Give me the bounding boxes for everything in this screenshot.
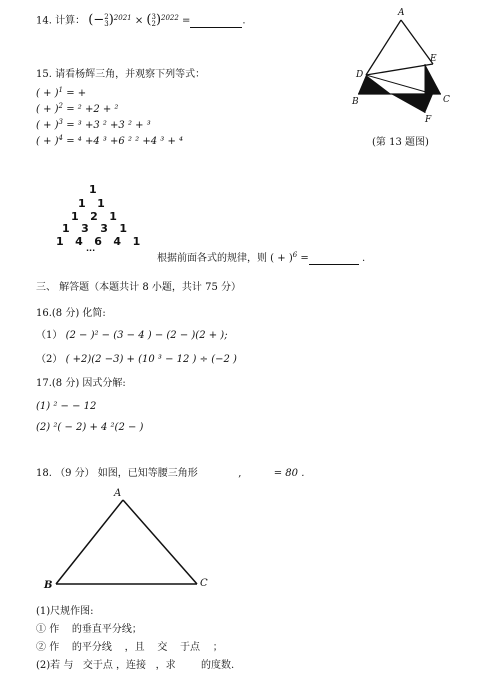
q16-label: 16.(8 分) 化简: bbox=[36, 308, 106, 319]
q18-vertex-B: B bbox=[44, 580, 53, 591]
q18-comma: , bbox=[238, 468, 242, 479]
triangle-ellipsis: ··· bbox=[86, 246, 96, 255]
fig13-caption: (第 13 题图) bbox=[372, 137, 429, 148]
q14-open-paren-2: ( bbox=[146, 12, 152, 28]
q15-eq3-rhs: = ³ +3 ² +3 ² + ³ bbox=[66, 120, 151, 131]
q17-item1-expr: ² − − 12 bbox=[53, 401, 97, 412]
q15-eq2-exp: 2 bbox=[58, 102, 64, 110]
q14-close-paren-2: ) bbox=[155, 12, 162, 28]
q15-question-exp: 6 bbox=[292, 251, 298, 259]
section-3-title: 三、 解答题（本题共计 8 小题，共计 75 分） bbox=[36, 282, 241, 293]
triangle-row: 1 2 1 bbox=[71, 210, 117, 223]
fig13-point-D: D bbox=[356, 70, 364, 80]
q18-sub-title: (1)尺规作图: bbox=[36, 606, 94, 617]
fig13-point-E: E bbox=[430, 54, 437, 64]
q18-step1-num: ① bbox=[36, 624, 46, 635]
q14-open-paren: (− bbox=[88, 12, 105, 28]
q15-question-equals: = bbox=[300, 253, 309, 264]
q15-eq1-lhs: ( + ) bbox=[36, 88, 59, 99]
triangle-row: 1 bbox=[89, 183, 97, 196]
q14-period: . bbox=[242, 15, 246, 27]
q15-eq3-exp: 3 bbox=[58, 118, 64, 126]
q18-condition: = 80 . bbox=[273, 468, 305, 479]
frac2-num: 3 bbox=[151, 13, 156, 21]
q15-eq4-exp: 4 bbox=[58, 134, 64, 142]
q17-item1-num: (1) bbox=[36, 401, 51, 412]
frac1-num: 2 bbox=[104, 13, 109, 21]
q15-eq2-rhs: = ² +2 + ² bbox=[66, 104, 119, 115]
q18-step-1 bbox=[36, 624, 142, 636]
q14-equals: = bbox=[182, 15, 191, 27]
q17-item2-num: (2) bbox=[36, 422, 51, 433]
q14-close-paren: ) bbox=[108, 12, 114, 28]
q15-label: 15. 请看杨辉三角，并观察下列等式： bbox=[36, 69, 206, 80]
q15-eq2-lhs: ( + ) bbox=[36, 104, 59, 115]
triangle-row: 1 1 bbox=[78, 197, 105, 210]
q15-eq1-rhs: = + bbox=[66, 88, 87, 99]
q18-label: 18. （9 分） 如图，已知等腰三角形 bbox=[36, 468, 198, 479]
q18-step-2 bbox=[36, 642, 223, 654]
fig13-point-F: F bbox=[425, 115, 432, 125]
q15-question-period: . bbox=[361, 253, 366, 264]
q17-label: 17.(8 分) 因式分解: bbox=[36, 378, 126, 389]
q16-item1-expr: (2 − )² − (3 − 4 ) − (2 − )(2 + ); bbox=[65, 330, 228, 341]
fig13-point-B: B bbox=[352, 97, 359, 107]
q15-question-text: 根据前面各式的规律，则 ( + ) bbox=[157, 253, 293, 264]
q16-item1-num: （1） bbox=[36, 330, 63, 341]
q15-eq3-lhs: ( + ) bbox=[36, 120, 59, 131]
q17-item2-expr: ²( − 2) + 4 ²(2 − ) bbox=[53, 422, 144, 433]
q18-step1-text: 作 的垂直平分线； bbox=[49, 624, 142, 635]
frac2-den: 2 bbox=[151, 20, 156, 28]
q18-part-2: (2)若 与 交于点 ，连接 ，求 的度数. bbox=[36, 660, 235, 671]
q18-step2-text: 作 的平分线 ，且 交 于点 ； bbox=[49, 642, 223, 653]
fig13-point-A: A bbox=[398, 8, 405, 18]
frac1-den: 3 bbox=[104, 20, 109, 28]
q18-vertex-A: A bbox=[114, 488, 122, 499]
triangle-row: 1 3 3 1 bbox=[62, 222, 128, 235]
fig13-point-C: C bbox=[443, 95, 450, 105]
q14-exponent-2: 2022 bbox=[161, 13, 179, 22]
q18-vertex-C: C bbox=[200, 578, 208, 589]
q14-times: × bbox=[134, 15, 144, 27]
q15-eq4-rhs: = ⁴ +4 ³ +6 ² ² +4 ³ + ⁴ bbox=[66, 136, 184, 147]
triangle-row: 1 4 6 4 1 bbox=[56, 235, 141, 248]
q15-eq1-exp: 1 bbox=[58, 86, 64, 94]
q14-exponent-1: 2021 bbox=[113, 13, 132, 22]
q14-label: 14. 计算： bbox=[36, 15, 86, 27]
q18-step2-num: ② bbox=[36, 642, 46, 653]
q15-eq4-lhs: ( + ) bbox=[36, 136, 59, 147]
q16-item2-expr: ( +2)(2 −3) + (10 ³ − 12 ) ÷ (−2 ) bbox=[65, 354, 237, 365]
q16-item2-num: （2） bbox=[36, 354, 63, 365]
